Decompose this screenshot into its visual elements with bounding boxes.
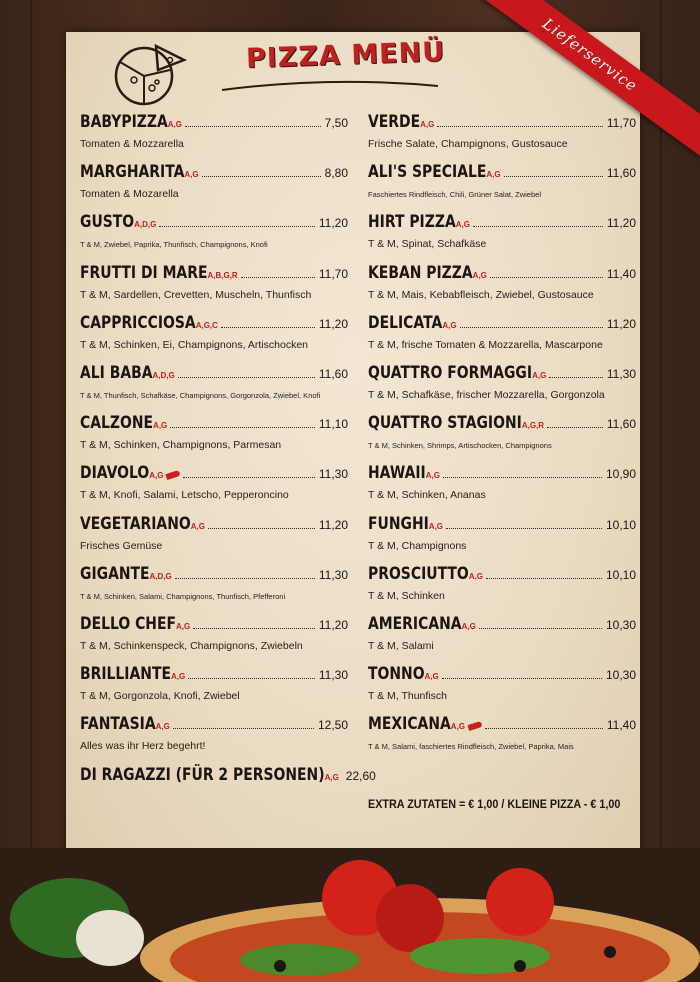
dot-leader [208,527,315,529]
menu-item [368,313,636,351]
menu-item [368,363,636,401]
menu-item-name-wrap [368,463,426,483]
menu-item-row [368,363,636,387]
menu-item-description: Alles was ihr Herz begehrt! [80,740,206,753]
menu-item-row [368,313,636,337]
menu-item-name-wrap [80,765,325,785]
menu-item-allergens: A,G [425,471,440,481]
menu-item-row [80,313,348,337]
menu-item [368,263,636,301]
menu-item-row [80,664,348,688]
dot-leader [159,225,314,227]
menu-item [80,664,348,702]
menu-item-name-wrap [368,313,442,333]
menu-item-allergens: A,D,G [134,220,157,230]
menu-item-price: 11,20 [318,216,348,231]
dot-leader [193,627,315,629]
dot-leader [549,376,603,378]
menu-item-name-wrap [368,263,473,283]
menu-item-price: 11,30 [318,668,348,683]
menu-item-name-wrap [368,564,469,584]
menu-item-price: 10,30 [605,618,636,632]
menu-item-row [80,564,348,588]
menu-item [80,764,376,789]
menu-item-price: 12,50 [317,718,348,733]
menu-item-allergens: A,G [461,622,476,631]
menu-item-name: HAWAII [368,463,426,484]
menu-item-row [80,413,348,437]
menu-item-row [80,212,348,236]
menu-item-name-wrap [80,313,196,333]
menu-item-description: T & M, Spinat, Schafkäse [368,238,487,251]
menu-item-price: 10,30 [605,668,636,683]
menu-item-price: 10,10 [605,517,636,532]
dot-leader [486,577,602,579]
menu-item-name: ALI'S SPECIALE [368,162,487,183]
chili-icon [166,470,181,480]
menu-item-allergens: A,G [324,772,339,782]
menu-item-description: T & M, Schinkenspeck, Champignons, Zwiebeln [80,640,303,652]
menu-item-price: 11,20 [318,316,348,331]
menu-item-name-wrap [80,664,171,684]
menu-item-name: QUATTRO FORMAGGI [368,363,533,383]
menu-item-name: FRUTTI DI MARE [80,262,208,283]
menu-item-row [80,112,348,136]
menu-item-allergens: A,G [176,622,191,631]
menu-item [80,514,348,552]
dot-leader [175,577,315,579]
menu-item-price: 11,30 [606,367,636,381]
dot-leader [473,225,603,227]
menu-item-allergens: A,G [455,220,470,230]
menu-item-name: VEGETARIANO [80,513,191,534]
menu-item-description: T & M, Zwiebel, Paprika, Thunfisch, Champignons, Knofi [80,240,268,250]
menu-item-description: T & M, Salami, faschiertes Rindfleisch, Zwiebel, Paprika, Mais [368,742,574,752]
menu-item-allergens: A,G [153,421,168,431]
menu-item-name: FANTASIA [80,714,156,735]
dot-leader [504,175,603,177]
menu-item-description: T & M, Schinken, Shrimps, Artischocken, Champignons [368,441,552,451]
menu-item-row [80,764,376,789]
menu-item-row [368,463,636,487]
dot-leader [241,276,315,278]
menu-item-description: T & M, Schinken, Salami, Champignons, Thunfisch, Pfefferoni [80,591,286,601]
dot-leader [170,426,315,428]
menu-item-name: DELICATA [368,312,443,333]
menu-item-name: KEBAN PIZZA [368,262,473,283]
menu-item-allergens: A,G [442,320,457,330]
menu-item [80,313,348,351]
menu-item-name: GUSTO [80,212,135,233]
menu-item-description: T & M, Mais, Kebabfleisch, Zwiebel, Gustosauce [368,288,594,301]
menu-item-allergens: A,G [167,120,182,129]
menu-item-name-wrap [80,162,184,182]
banner-text: Lieferservice [539,14,641,96]
menu-item-price: 11,70 [606,116,636,130]
menu-item-name: FUNGHI [368,513,429,534]
menu-item-name-wrap [368,413,522,433]
menu-item-description: Frisches Gemüse [80,539,163,552]
menu-item-row [368,112,636,136]
menu-item-name-wrap [80,212,134,232]
menu-item-name: MEXICANA [368,714,451,735]
dot-leader [442,677,602,679]
menu-item-name-wrap [368,614,462,634]
menu-item-name-wrap [368,363,532,383]
menu-item-name: VERDE [368,112,421,132]
menu-item-name: GIGANTE [80,563,150,584]
menu-item-description: T & M, Sardellen, Crevetten, Muscheln, Thunfisch [80,288,312,301]
menu-item-description: T & M, Schinken, Ananas [368,489,486,502]
menu-item-name: HIRT PIZZA [368,212,456,233]
menu-item-row [368,263,636,287]
menu-item-allergens: A,G [184,170,199,180]
menu-item-name-wrap [80,413,153,433]
menu-item [368,212,636,250]
menu-item-price: 11,20 [606,316,636,331]
menu-item [80,614,348,652]
dot-leader [443,476,602,478]
menu-item-row [80,714,348,738]
menu-item-description: T & M, Schafkäse, frischer Mozzarella, Gorgonzola [368,389,605,401]
menu-item-name: MARGHARITA [80,162,185,183]
menu-item-allergens: A,G,R [521,421,545,431]
menu-item-price: 11,30 [318,467,348,482]
menu-item-row [368,162,636,186]
menu-item-name: BABYPIZZA [80,112,168,132]
menu-item-row [368,714,636,738]
menu-item-description: Tomaten & Mozarella [80,188,179,201]
menu-item-row [368,664,636,688]
menu-item-name-wrap [368,212,456,232]
menu-item-name-wrap [80,514,191,534]
menu-item [368,463,636,501]
menu-item-name-wrap [80,463,149,483]
menu-item-name: PROSCIUTTO [368,563,469,584]
menu-item-price: 22,60 [345,768,376,783]
menu-item [368,413,636,450]
menu-item-name: DIAVOLO [80,463,150,484]
menu-item [80,363,348,400]
menu-item-allergens: A,G [420,120,435,129]
menu-item-description: T & M, Thunfisch, Schafkäse, Champignons, Gorgonzola, Zwiebel, Knofi [80,391,321,400]
dot-leader [547,426,603,428]
menu-item-row [80,263,348,287]
menu-item-name-wrap [368,162,486,182]
menu-item-description: Frische Salate, Champignons, Gustosauce [368,138,568,150]
menu-item-name: TONNO [368,664,425,685]
menu-item-name-wrap [368,664,425,684]
menu-item-allergens: A,G [155,722,170,732]
menu-item-price: 11,60 [606,166,636,181]
menu-item-allergens: A,D,G [149,571,172,581]
menu-item [80,112,348,150]
dot-leader [460,326,603,328]
menu-item-price: 11,20 [606,216,636,231]
menu-item-price: 11,40 [606,266,636,281]
menu-item-description: T & M, Thunfisch [368,690,447,703]
menu-item-description: Faschiertes Rindfleisch, Chili, Grüner Salat, Zwiebel [368,190,541,200]
menu-item-description: T & M, Knofi, Salami, Letscho, Pepperoncino [80,489,289,502]
menu-item-price: 8,80 [324,166,348,181]
dot-leader [185,125,321,127]
menu-item-name-wrap [80,714,156,734]
menu-item [368,514,636,552]
dot-leader [479,627,602,629]
menu-item-name: CAPPRICCIOSA [80,312,196,333]
menu-item-allergens: A,G [450,722,466,732]
menu-item-price: 11,40 [606,718,636,733]
dot-leader [178,376,315,378]
menu-item-allergens: A,G [486,170,501,180]
dot-leader [173,727,314,729]
menu-item [80,162,348,200]
menu-item-allergens: A,G [532,371,547,380]
menu-item [368,714,636,751]
menu-item-row [368,212,636,236]
menu-item-name-wrap [80,263,207,283]
title-underline [220,78,440,92]
menu-item-row [80,162,348,186]
menu-item-price: 10,10 [605,567,636,582]
menu-item-name-wrap [368,514,429,534]
menu-item-row [80,463,348,487]
menu-item-name: CALZONE [80,413,154,434]
menu-item-name-wrap [80,614,176,634]
menu-item-allergens: A,G [170,672,186,682]
pizza-icon [112,40,188,106]
menu-item-row [80,614,348,638]
menu-item-name: DI RAGAZZI (FÜR 2 PERSONEN) [80,764,325,785]
menu-item-price: 11,60 [606,417,636,432]
menu-item-price: 11,10 [318,417,348,432]
menu-item [80,714,348,752]
menu-item-description: T & M, Gorgonzola, Knofi, Zwiebel [80,690,240,703]
menu-item-name: AMERICANA [368,614,462,634]
menu-item-row [368,614,636,638]
menu-item [80,413,348,451]
menu-item [368,162,636,199]
menu-item-price: 11,30 [318,567,348,582]
menu-item-name-wrap [368,714,451,734]
menu-item-description: T & M, Schinken, Champignons, Parmesan [80,439,282,452]
menu-item-description: T & M, Schinken [368,589,445,602]
dot-leader [485,727,603,729]
menu-item-allergens: A,D,G [152,371,175,380]
chili-icon [467,721,482,731]
menu-item-name-wrap [80,564,150,584]
menu-item-name-wrap [80,112,168,132]
menu-item-row [368,564,636,588]
menu-item-allergens: A,G [472,270,487,280]
menu-item-allergens: A,G [190,521,205,531]
menu-item [80,564,348,601]
menu-item-price: 11,60 [318,367,348,381]
menu-title: PIZZA MENÜ [245,36,446,75]
menu-item-price: 7,50 [324,116,348,130]
menu-item [80,463,348,501]
menu-item-description: T & M, Champignons [368,539,467,552]
dot-leader [446,527,602,529]
menu-item-name: BRILLIANTE [80,664,171,685]
dot-leader [221,326,315,328]
menu-item-allergens: A,G [428,521,444,531]
menu-item [368,614,636,652]
menu-item-description: Tomaten & Mozzarella [80,138,184,150]
menu-item-name: DELLO CHEF [80,614,177,634]
menu-item-name-wrap [80,363,153,383]
menu-item-price: 10,90 [605,467,636,482]
menu-item-name-wrap [368,112,420,132]
extra-toppings-note: EXTRA ZUTATEN = € 1,00 / KLEINE PIZZA - € 1,00 [368,797,621,811]
menu-item-description: T & M, frische Tomaten & Mozzarella, Mascarpone [368,338,603,351]
menu-item-name: QUATTRO STAGIONI [368,413,522,434]
menu-item-allergens: A,G [149,471,164,481]
menu-item-row [80,363,348,387]
menu-item-row [368,413,636,437]
menu-item-row [80,514,348,538]
menu-item-description: T & M, Schinken, Ei, Champignons, Artischocken [80,338,308,351]
menu-item-price: 11,20 [318,517,348,532]
menu-item-allergens: A,G [468,571,483,581]
menu-item-allergens: A,G,C [195,320,218,330]
menu-item-allergens: A,G [424,672,439,682]
menu-item-name: ALI BABA [80,363,153,383]
dot-leader [490,276,603,278]
menu-item [368,112,636,150]
menu-item [80,263,348,301]
menu-item-price: 11,70 [318,266,348,281]
dot-leader [202,175,321,177]
menu-item [80,212,348,249]
dot-leader [183,476,314,478]
menu-item-row [368,514,636,538]
dot-leader [437,125,602,127]
menu-item-description: T & M, Salami [368,640,434,652]
menu-item [368,564,636,602]
dot-leader [188,677,315,679]
menu-item-allergens: A,B,G,R [207,270,238,280]
menu-item [368,664,636,702]
pizza-photo [0,848,700,982]
menu-item-price: 11,20 [318,618,348,632]
